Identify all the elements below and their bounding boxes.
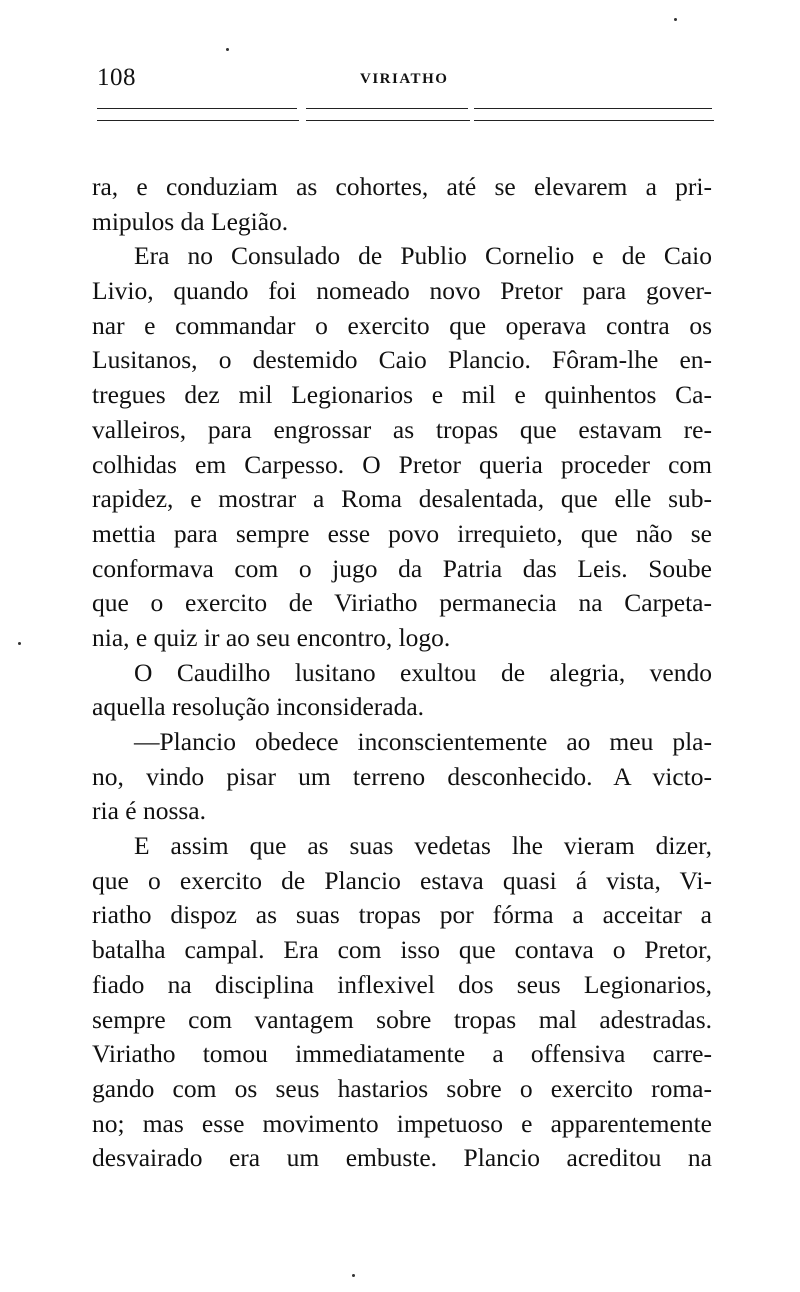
- text-line: nia, e quiz ir ao seu encontro, logo.: [92, 622, 451, 652]
- text-line: fiado na disciplina inflexivel dos seus Legionarios,: [92, 969, 712, 999]
- text-line: mipulos da Legião.: [92, 206, 289, 236]
- text-line: gando com os seus hastarios sobre o exercito roma-: [92, 1073, 712, 1103]
- text-line: E assim que as suas vedetas lhe vieram dizer,: [134, 831, 712, 861]
- text-line: que o exercito de Viriatho permanecia na Carpeta-: [92, 588, 712, 618]
- header-rule: [306, 108, 468, 109]
- text-line: mettia para sempre esse povo irrequieto, que não se: [92, 518, 712, 548]
- text-line: conformava com o jugo da Patria das Leis. Soube: [92, 553, 712, 583]
- text-line: O Caudilho lusitano exultou de alegria, vendo: [134, 657, 712, 687]
- text-line: tregues dez mil Legionarios e mil e quinhentos Ca-: [92, 380, 712, 410]
- header-rule: [306, 120, 470, 121]
- text-line: nar e commandar o exercito que operava contra os: [92, 310, 712, 340]
- text-line: Livio, quando foi nomeado novo Pretor para gover-: [92, 276, 712, 306]
- text-line: ra, e conduziam as cohortes, até se elevarem a pri-: [92, 172, 712, 201]
- text-line: desvairado era um embuste. Plancio acreditou na: [92, 1143, 712, 1173]
- page-number: 108: [97, 64, 136, 91]
- text-line: valleiros, para engrossar as tropas que estavam re-: [92, 414, 712, 444]
- page-header: [97, 64, 707, 94]
- running-title: VIRIATHO: [360, 71, 449, 87]
- text-line: no, vindo pisar um terreno desconhecido. A victo-: [92, 761, 712, 791]
- text-line: ria é nossa.: [92, 796, 207, 826]
- header-rule: [474, 108, 712, 109]
- text-line: no; mas esse movimento impetuoso e apparentemente: [92, 1108, 712, 1138]
- header-rule: [474, 120, 714, 121]
- text-line: colhidas em Carpesso. O Pretor queria proceder com: [92, 449, 712, 479]
- body-text: [92, 170, 712, 1176]
- text-line: —Plancio obedece inconscientemente ao meu pla-: [134, 727, 712, 756]
- text-line: Lusitanos, o destemido Caio Plancio. Fôram-lhe en-: [92, 345, 712, 375]
- scan-speck: [18, 642, 21, 645]
- text-line: Viriatho tomou immediatamente a offensiva carre-: [92, 1039, 712, 1069]
- header-rule: [97, 108, 297, 109]
- text-line: rapidez, e mostrar a Roma desalentada, que elle sub-: [92, 484, 712, 514]
- scan-speck: [674, 18, 677, 21]
- text-line: batalha campal. Era com isso que contava o Pretor,: [92, 935, 712, 965]
- header-rule: [97, 120, 299, 121]
- text-line: sempre com vantagem sobre tropas mal adestradas.: [92, 1004, 712, 1034]
- scan-speck: [352, 1274, 355, 1277]
- text-line: Era no Consulado de Publio Cornelio e de Caio: [134, 241, 712, 271]
- text-line: riatho dispoz as suas tropas por fórma a acceitar a: [92, 900, 712, 930]
- text-line: que o exercito de Plancio estava quasi á vista, Vi-: [92, 865, 712, 895]
- text-line: aquella resolução inconsiderada.: [92, 692, 425, 722]
- scan-speck: [226, 48, 229, 51]
